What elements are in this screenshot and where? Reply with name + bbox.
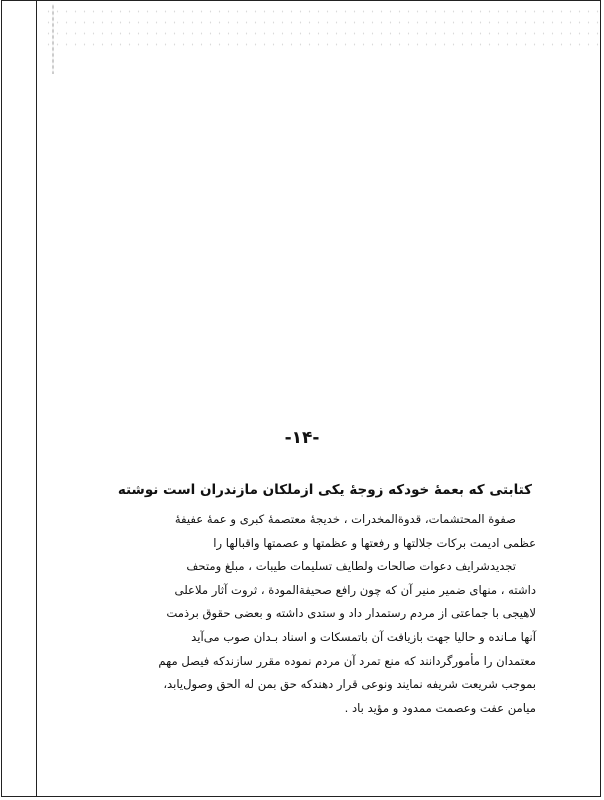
body-line-2: عظمی ادیمت برکات جلالتها و رفعتها و عظمتها و عصمتها واقبالها را [213, 535, 536, 550]
body-line-7: معتمدان را مأمورگردانند که منع تمرد آن مردم نموده مقرر سازندکه فیصل مهم [158, 653, 536, 668]
body-line-6: آنها مـانده و حالیا جهت بازیافت آن باتمسکات و اسناد بـدان صوب می‌آید [191, 629, 536, 644]
body-line-1: صفوة المحتشمات، قدوة‌المخدرات ، خدیجهٔ معتصمهٔ کبری و عمهٔ عفیفهٔ [174, 512, 516, 526]
scan-noise [44, 6, 600, 52]
letter-heading: کتابتی که بعمهٔ خودکه زوجهٔ یکی ازملکان مازندران است نوشته [117, 482, 532, 498]
page-number: -۱۴- [284, 428, 320, 448]
body-line-4: داشته ، منهای ضمیر منیر آن که چون رافع صحیفةالمودة ، ثروت آثار ملاعلی [174, 582, 536, 597]
scan-noise-column [52, 4, 54, 74]
body-line-3: تجدیدشرایف دعوات صالحات ولطایف تسلیمات طیبات ، مبلغ ومتحف [186, 559, 516, 574]
binding-margin-rule [36, 0, 37, 797]
body-line-9: میامن عفت وعصمت ممدود و مؤید باد . [344, 700, 536, 715]
body-line-8: بموجب شریعت شریفه نمایند ونوعی قرار دهندکه حق بمن له الحق وصول‌یابد، [163, 677, 536, 692]
letter-body [66, 508, 536, 720]
body-line-5: لاهیجی با جماعتی از مردم رستمدار داد و ستدی داشته و بعضی حقوق برذمت [166, 606, 536, 621]
